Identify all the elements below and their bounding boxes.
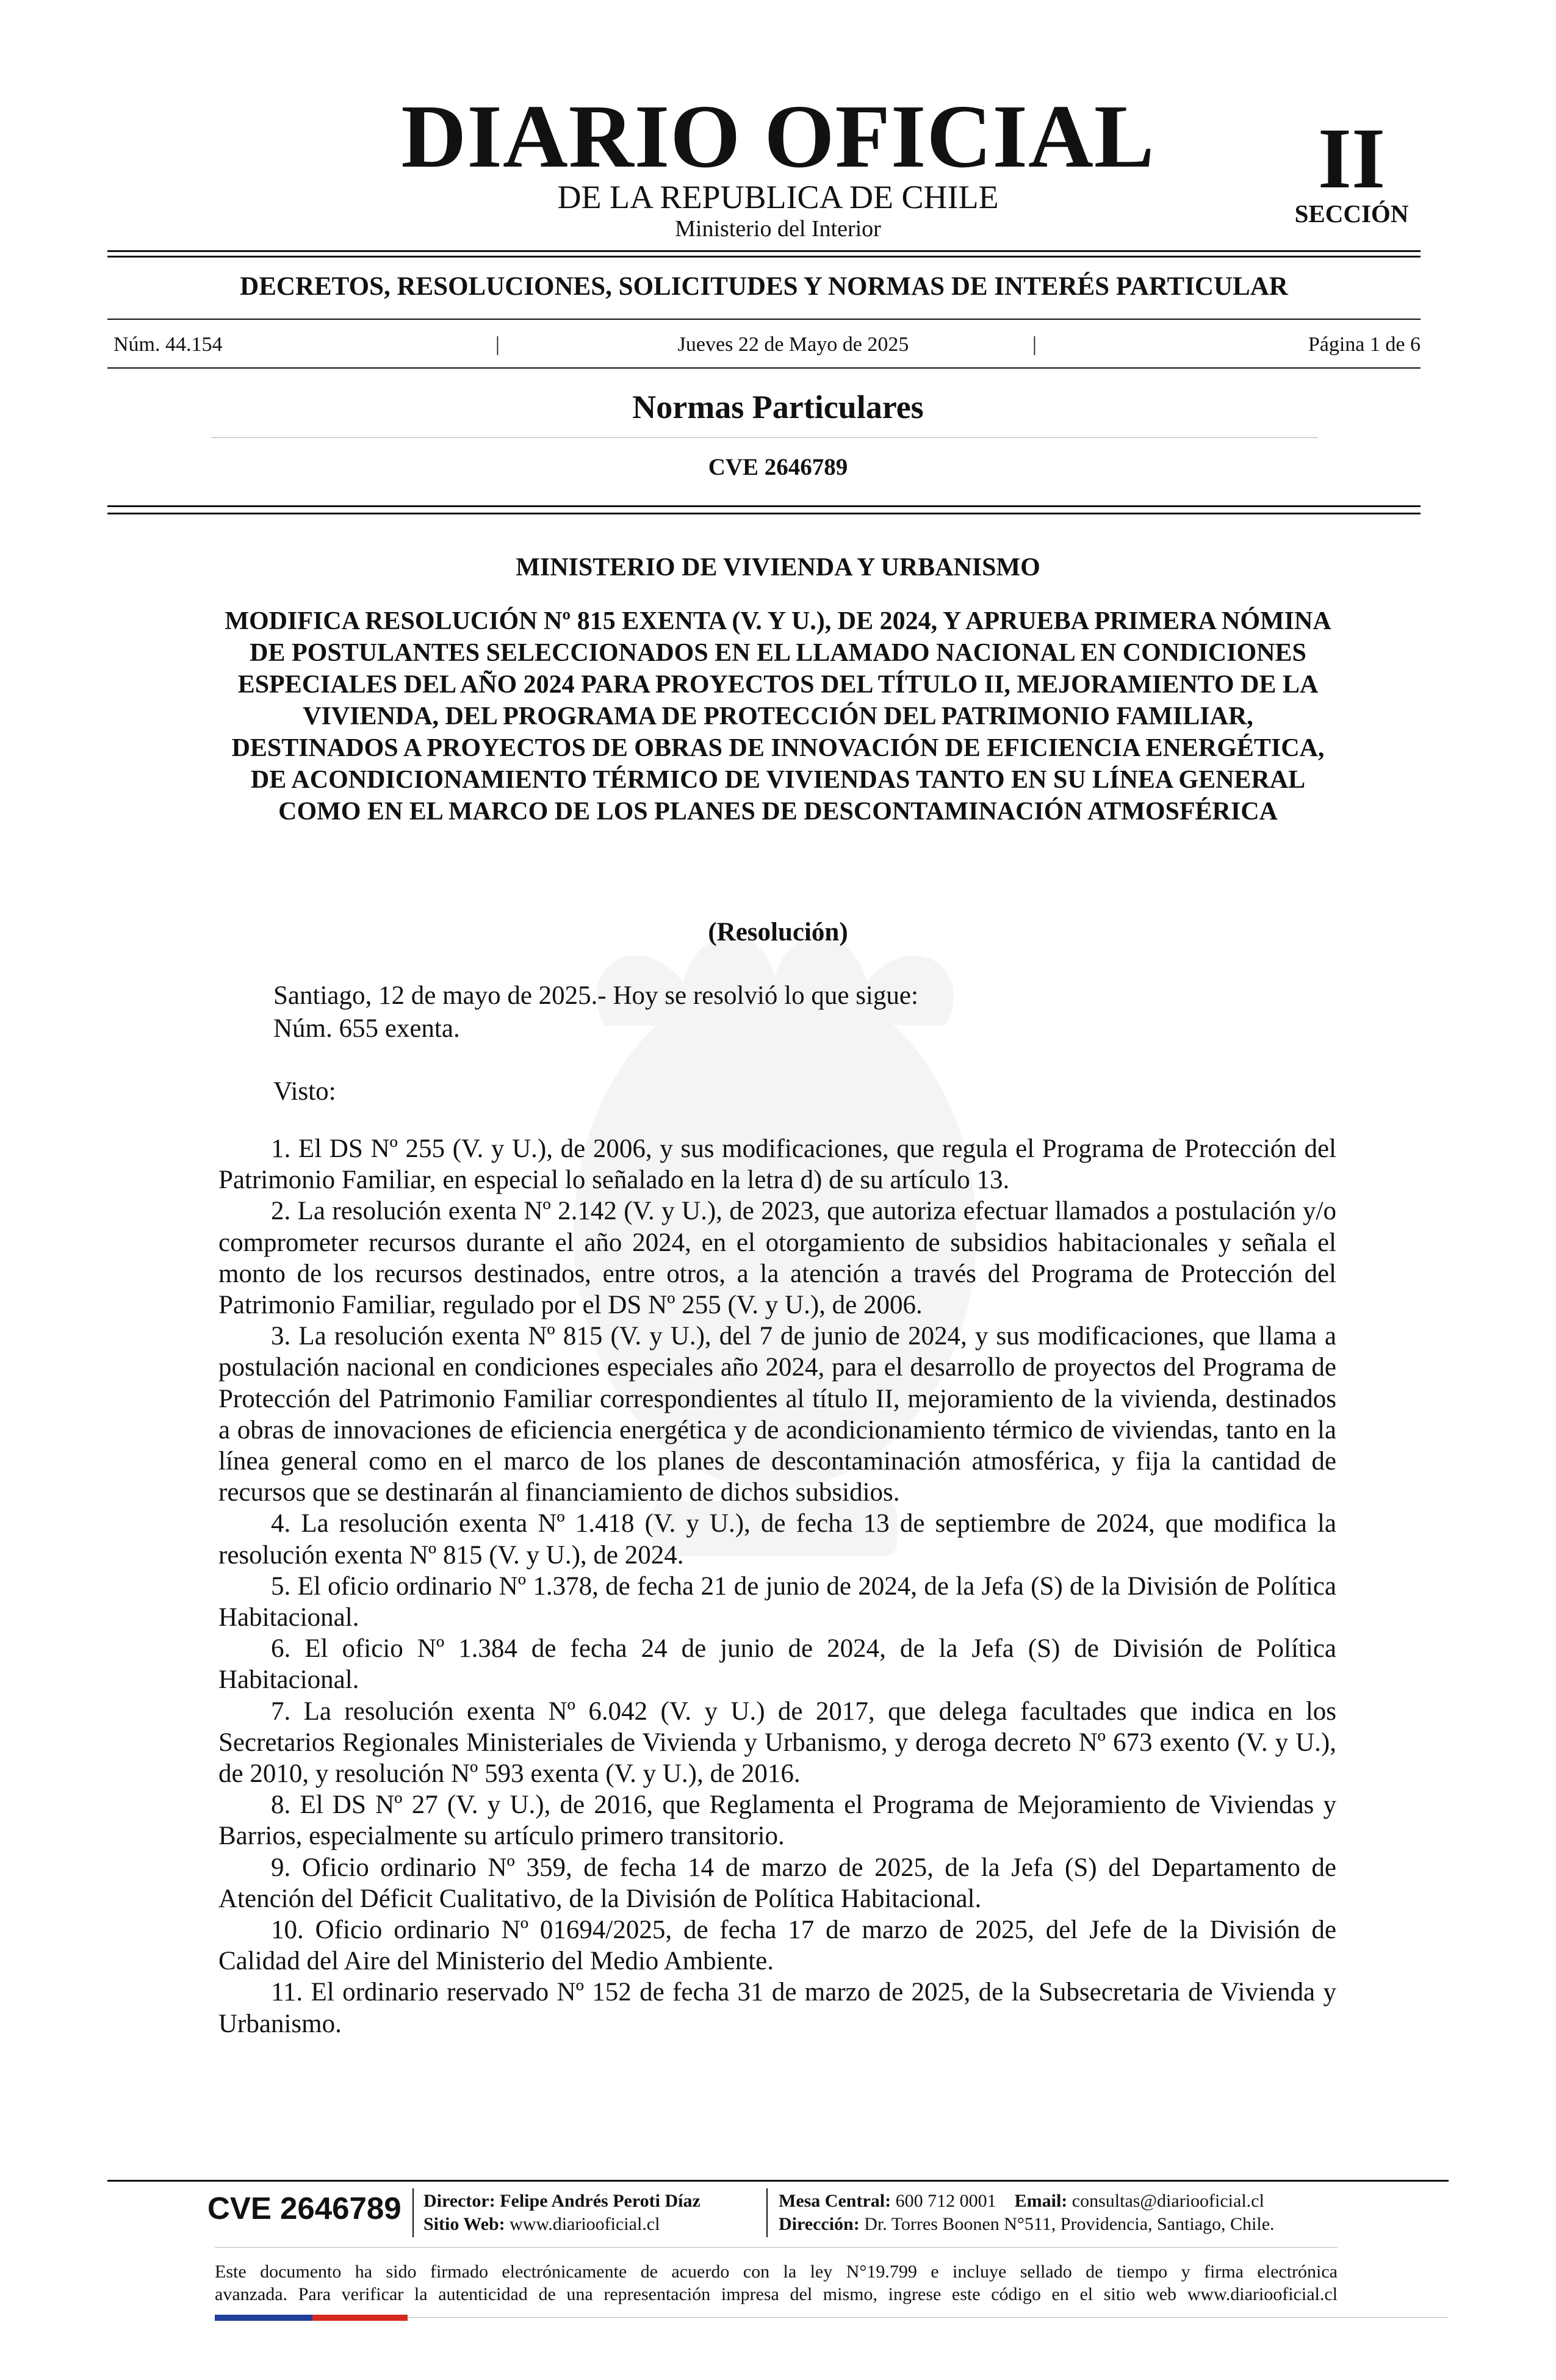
footer-divider [412,2188,414,2237]
flag-stripe-blue [215,2315,312,2321]
resolution-type: (Resolución) [708,918,848,947]
footer-rule-top [107,2180,1449,2182]
page-indicator: Página 1 de 6 [1308,333,1421,356]
header-rule [107,256,1421,258]
phone-label: Mesa Central: [779,2191,891,2211]
address-value: Dr. Torres Boonen N°511, Providencia, Santiago, Chile. [864,2214,1275,2234]
norms-underline [211,437,1318,438]
ministry-heading: MINISTERIO DE VIVIENDA Y URBANISMO [516,554,1040,582]
meta-separator: | [495,333,500,356]
phone-value: 600 712 0001 [895,2191,996,2211]
website-label: Sitio Web: [423,2214,505,2234]
list-item: 8. El DS Nº 27 (V. y U.), de 2016, que Reglamenta el Programa de Mejoramiento de Viviendas y Barrios, especialmente su artículo primero transitorio. [218,1790,1336,1851]
newspaper-title: DIARIO OFICIAL [401,87,1155,187]
issue-date: Jueves 22 de Mayo de 2025 [677,333,909,356]
intro-block [273,979,918,1045]
disclaimer-line: Este documento ha sido firmado electrónicamente de acuerdo con la ley N°19.799 e incluye sellado de tiempo y firma electrónica [215,2262,1338,2282]
resolution-title: MODIFICA RESOLUCIÓN Nº 815 EXENTA (V. Y U.), DE 2024, Y APRUEBA PRIMERA NÓMINA DE POSTULANTES SELECCIONADOS EN EL LLAMADO NACIONAL EN CONDICIONES ESPECIALES DEL AÑO 2024 PARA PROYECTOS DEL TÍTULO II, MEJORAMIENTO DE LA VIVIENDA, DEL PROGRAMA DE PROTECCIÓN DEL PATRIMONIO FAMILIAR, DESTINADOS A PROYECTOS DE OBRAS DE INNOVACIÓN DE EFICIENCIA ENERGÉTICA, DE ACONDICIONAMIENTO TÉRMICO DE VIVIENDAS TANTO EN SU LÍNEA GENERAL COMO EN EL MARCO DE LOS PLANES DE DESCONTAMINACIÓN ATMOSFÉRICA [225,607,1331,826]
meta-rule-bottom [107,367,1421,369]
list-item: 5. El oficio ordinario Nº 1.378, de fecha 21 de junio de 2024, de la Jefa (S) de la División de Política Habitacional. [218,1571,1336,1632]
norms-title: Normas Particulares [632,389,924,425]
list-item: 11. El ordinario reservado Nº 152 de fecha 31 de marzo de 2025, de la Subsecretaria de Vivienda y Urbanismo. [218,1978,1336,2038]
website-link[interactable]: www.diariooficial.cl [510,2214,660,2234]
list-item: 10. Oficio ordinario Nº 01694/2025, de fecha 17 de marzo de 2025, del Jefe de la División de Calidad del Aire del Ministerio del Medio Ambiente. [218,1916,1336,1976]
list-item: 2. La resolución exenta Nº 2.142 (V. y U.), de 2023, que autoriza efectuar llamados a postulación y/o comprometer recursos durante el año 2024, en el otorgamiento de subsidios habitacionales y señala el monto de los recursos destinados, entre otros, a la atención a través del Programa de Protección del Patrimonio Familiar, regulado por el DS Nº 255 (V. y U.), de 2006. [218,1197,1336,1320]
cve-code: CVE 2646789 [708,454,848,480]
intro-place-date: Santiago, 12 de mayo de 2025.- Hoy se resolvió lo que sigue: [273,981,918,1010]
category-heading: DECRETOS, RESOLUCIONES, SOLICITUDES Y NORMAS DE INTERÉS PARTICULAR [240,272,1288,301]
header-rule [107,250,1421,252]
newspaper-subtitle: DE LA REPUBLICA DE CHILE [557,179,999,215]
list-item: 9. Oficio ordinario Nº 359, de fecha 14 de marzo de 2025, de la Jefa (S) del Departamento de Atención del Déficit Cualitativo, de la División de Política Habitacional. [218,1853,1336,1913]
list-item: 6. El oficio Nº 1.384 de fecha 24 de junio de 2024, de la Jefa (S) de División de Política Habitacional. [218,1634,1336,1695]
footer-rule-middle [215,2247,1338,2248]
director-label: Director: [423,2191,495,2211]
double-rule [107,505,1421,507]
footer-contact-block [779,2190,1275,2236]
section-number: II [1317,110,1386,206]
section-label: SECCIÓN [1294,200,1409,228]
address-label: Dirección: [779,2214,860,2234]
email-link[interactable]: consultas@diariooficial.cl [1072,2191,1264,2211]
footer-disclaimer [215,2260,1338,2306]
list-item: 4. La resolución exenta Nº 1.418 (V. y U.), de fecha 13 de septiembre de 2024, que modifica la resolución exenta Nº 815 (V. y U.), de 2024. [218,1509,1336,1570]
footer-cve-code: CVE 2646789 [207,2191,402,2226]
double-rule [107,513,1421,514]
meta-separator: | [1032,333,1037,356]
footer-rule-bottom [408,2317,1449,2318]
meta-rule-top [107,319,1421,320]
email-label: Email: [1014,2191,1068,2211]
footer-divider [766,2188,768,2237]
disclaimer-line: avanzada. Para verificar la autenticidad de una representación impresa del mismo, ingrese este código en el sitio web www.diariooficial.cl [215,2284,1338,2304]
list-item: 1. El DS Nº 255 (V. y U.), de 2006, y sus modificaciones, que regula el Programa de Protección del Patrimonio Familiar, en especial lo señalado en la letra d) de su artículo 13. [218,1134,1336,1195]
visto-list [218,1133,1336,2039]
footer-director-block [423,2190,701,2236]
list-item: 7. La resolución exenta Nº 6.042 (V. y U.) de 2017, que delega facultades que indica en los Secretarios Regionales Ministeriales de Vivienda y Urbanismo, y deroga decreto Nº 673 exento (V. y U.), de 2010, y resolución Nº 593 exenta (V. y U.), de 2016. [218,1697,1336,1789]
issue-number: Núm. 44.154 [113,333,223,356]
visto-label: Visto: [273,1077,336,1106]
newspaper-ministry: Ministerio del Interior [675,216,881,242]
flag-stripe-red [312,2315,408,2321]
list-item: 3. La resolución exenta Nº 815 (V. y U.), del 7 de junio de 2024, y sus modificaciones, que llama a postulación nacional en condiciones especiales año 2024, para el desarrollo de proyectos del Programa de Protección del Patrimonio Familiar correspondientes al título II, mejoramiento de la vivienda, destinados a obras de innovaciones de eficiencia energética y de acondicionamiento térmico de viviendas, tanto en la línea general como en el marco de los planes de descontaminación atmosférica, y fija la cantidad de recursos que se destinarán al financiamiento de dichos subsidios. [218,1322,1336,1507]
intro-number: Núm. 655 exenta. [273,1014,460,1043]
director-name: Felipe Andrés Peroti Díaz [500,2191,701,2211]
